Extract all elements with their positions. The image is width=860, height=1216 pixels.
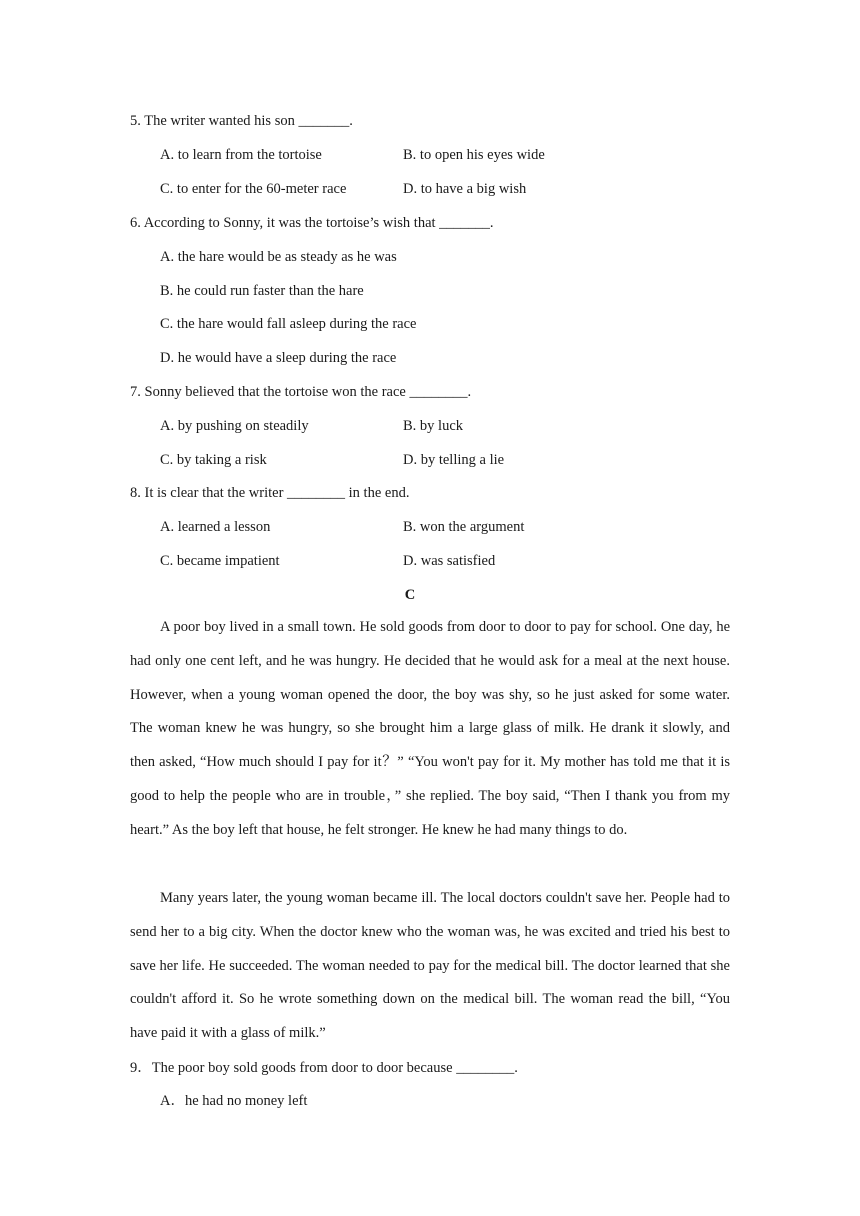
question-7-option-b: B. by luck [403,418,464,434]
question-8-option-c: C. became impatient [160,553,280,569]
question-7-option-c: C. by taking a risk [160,452,267,468]
question-8-option-a: A. learned a lesson [160,519,271,535]
question-8-stem: 8. It is clear that the writer ________ in the end. [130,485,410,501]
question-6-stem: 6. According to Sonny, it was the tortoise’s wish that _______. [130,215,494,231]
question-9-option-a: A．he had no money left [160,1093,308,1109]
passage-paragraph-1: A poor boy lived in a small town. He sold goods from door to door to pay for school. One day, he had only one cent left, and he was hungry. He decided that he would ask for a meal at the next house. However, when a young woman opened the door, the boy was shy, so he just asked for some water. The woman knew he was hungry, so she brought him a large glass of milk. He drank it slowly, and then asked, “How much should I pay for it？” “You won't pay for it. My mother has told me that it is good to help the people who are in trouble，” she replied. The boy said, “Then I thank you from my heart.” As the boy left that house, he felt stronger. He knew he had many things to do. [130,619,730,838]
question-6-option-c: C. the hare would fall asleep during the race [160,316,417,332]
question-7-stem: 7. Sonny believed that the tortoise won the race ________. [130,384,472,400]
question-7-option-d: D. by telling a lie [403,452,505,468]
section-heading: C [404,587,416,603]
passage-paragraph-2: Many years later, the young woman became ill. The local doctors couldn't save her. People had to send her to a big city. When the doctor knew who the woman was, he was excited and tried his best to save her life. He succeeded. The woman needed to pay for the medical bill. The doctor learned that she couldn't afford it. So he wrote something down on the medical bill. The woman read the bill, “You have paid it with a glass of milk.” [130,890,730,1042]
question-6-option-d: D. he would have a sleep during the race [160,350,397,366]
question-6-option-a: A. the hare would be as steady as he was [160,249,397,265]
question-5-stem: 5. The writer wanted his son _______. [130,113,353,129]
question-5-option-d: D. to have a big wish [403,181,527,197]
question-7-option-a: A. by pushing on steadily [160,418,309,434]
question-8-option-d: D. was satisfied [403,553,496,569]
question-5-option-c: C. to enter for the 60-meter race [160,181,347,197]
question-5-option-b: B. to open his eyes wide [403,147,545,163]
question-9-stem: 9．The poor boy sold goods from door to door because ________. [130,1060,518,1076]
question-5-option-a: A. to learn from the tortoise [160,147,322,163]
question-6-option-b: B. he could run faster than the hare [160,283,364,299]
question-8-option-b: B. won the argument [403,519,525,535]
